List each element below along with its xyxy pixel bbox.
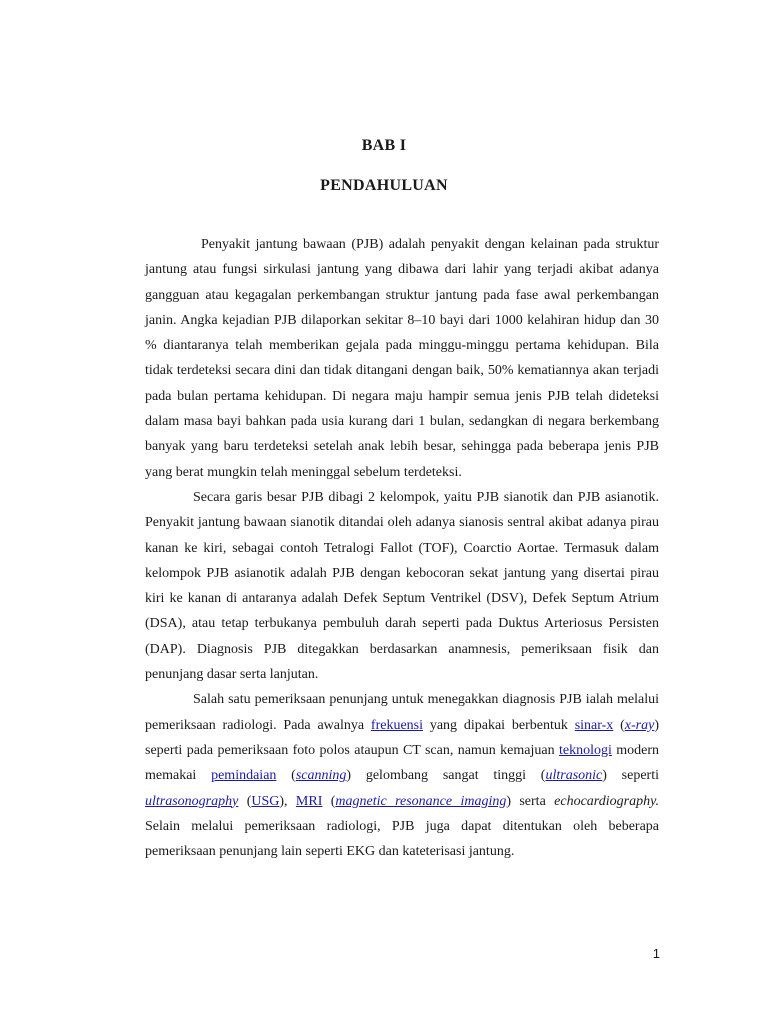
- text-run: (: [238, 793, 252, 809]
- link-scanning[interactable]: [296, 768, 347, 783]
- link-x-ray-text: x-ray: [624, 717, 655, 733]
- chapter-title: PENDAHULUAN: [320, 177, 448, 194]
- text-run: modern memakai: [145, 742, 660, 784]
- link-sinar-x[interactable]: sinar-x: [574, 717, 614, 733]
- text-run: ) seperti: [602, 768, 660, 784]
- text-run: (: [322, 793, 336, 809]
- link-pemindaian[interactable]: pemindaian: [211, 768, 277, 784]
- text-run: (: [613, 717, 625, 733]
- link-ultrasonic-text: ultrasonic: [545, 768, 603, 784]
- link-x-ray[interactable]: [625, 718, 655, 733]
- link-mri[interactable]: MRI: [295, 793, 323, 809]
- text-run: yang dipakai berbentuk: [423, 717, 575, 733]
- text-run: ) gelombang sangat tinggi (: [346, 768, 546, 784]
- text-run: Salah satu pemeriksaan penunjang untuk menegakkan diagnosis PJB ialah melalui pemeriksaan radiologi. Pada awalnya: [145, 692, 659, 733]
- link-ultrasonic[interactable]: [545, 768, 602, 783]
- paragraph-1: Penyakit jantung bawaan (PJB) adalah penyakit dengan kelainan pada struktur jantung atau fungsi sirkulasi jantung yang dibawa dari lahir yang terjadi akibat adanya gangguan atau kegagalan perkembangan struktur jantung pada fase awal perkembangan janin. Angka kejadian PJB dilaporkan sekitar 8–10 bayi dari 1000 kelahiran hidup dan 30 % diantaranya telah memberikan gejala pada minggu-minggu pertama kehidupan. Bila tidak terdeteksi secara dini dan tidak ditangani dengan baik, 50% kematiannya akan terjadi pada bulan pertama kehidupan. Di negara maju hampir semua jenis PJB telah dideteksi dalam masa bayi bahkan pada usia kurang dari 1 bulan, sedangkan di negara berkembang banyak yang baru terdeteksi setelah anak lebih besar, sehingga pada beberapa jenis PJB yang berat mungkin telah meninggal sebelum terdeteksi.: [145, 237, 659, 480]
- link-frekuensi[interactable]: frekuensi: [370, 717, 424, 733]
- link-ultrasonography-text: ultrasonography: [145, 793, 239, 809]
- link-scanning-text: scanning: [295, 768, 347, 784]
- text-run: Selain melalui pemeriksaan radiologi, PJB juga dapat ditentukan oleh beberapa pemeriksaan penunjang lain seperti EKG dan kateterisasi jantung.: [145, 818, 659, 860]
- paragraph-3: [145, 687, 659, 864]
- chapter-number: BAB I: [361, 137, 407, 154]
- text-run: (: [276, 768, 296, 784]
- text-run: ) seperti pada pemeriksaan foto polos ataupun CT scan, namun kemajuan: [145, 717, 659, 758]
- echocardiography-term: echocardiography.: [554, 793, 660, 809]
- paragraph-2: Secara garis besar PJB dibagi 2 kelompok, yaitu PJB sianotik dan PJB asianotik. Penyakit jantung bawaan sianotik ditandai oleh adanya sianosis sentral akibat adanya pirau kanan ke kiri, sebagai contoh Tetralogi Fallot (TOF), Coarctio Aortae. Termasuk dalam kelompok PJB asianotik adalah PJB dengan kebocoran sekat jantung yang disertai pirau kiri ke kanan di antaranya adalah Defek Septum Ventrikel (DSV), Defek Septum Atrium (DSA), atau tetap terbukanya pembuluh darah seperti pada Duktus Arteriosus Persisten (DAP). Diagnosis PJB ditegakkan berdasarkan anamnesis, pemeriksaan fisik dan penunjang dasar serta lanjutan.: [145, 489, 659, 683]
- link-mri-full-text: magnetic resonance imaging: [335, 793, 507, 809]
- link-ultrasonography[interactable]: [145, 794, 238, 809]
- link-magnetic-resonance-imaging[interactable]: [335, 794, 506, 809]
- page-number: 1: [652, 946, 660, 961]
- link-teknologi[interactable]: teknologi: [558, 742, 612, 758]
- text-run: ) serta: [506, 793, 555, 809]
- text-run: ),: [279, 793, 296, 809]
- chapter-body: [145, 232, 659, 864]
- link-usg[interactable]: USG: [251, 793, 280, 809]
